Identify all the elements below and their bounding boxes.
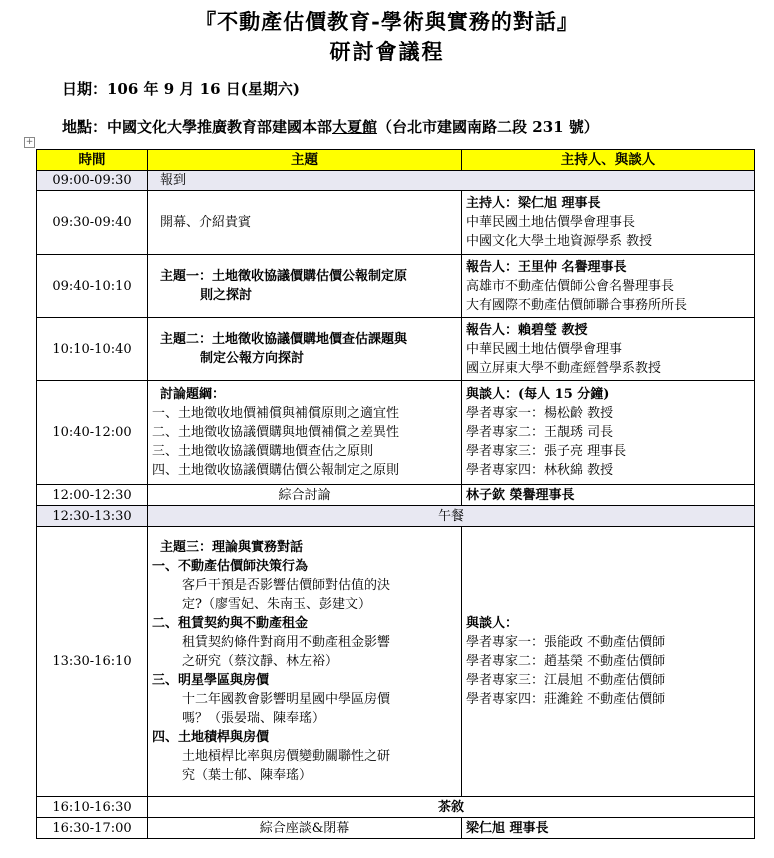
topic-cell: 綜合討論: [148, 485, 462, 506]
topic-cell: 午餐: [148, 506, 755, 527]
topic-cell: 討論題綱： 一、土地徵收地價補償與補償原則之適宜性 二、土地徵收協議價購與地價補償之差異性 三、土地徵收協議價購地價查估之原則 四、土地徵收協議價購估價公報制定之原則: [148, 381, 462, 485]
table-row: [37, 527, 755, 797]
table-row: [37, 506, 755, 527]
time-cell: 09:30-09:40: [37, 191, 148, 255]
time-cell: 09:00-09:30: [37, 171, 148, 191]
header-time: 時間: [37, 150, 148, 171]
topic-cell: 開幕、介紹貴賓: [148, 191, 462, 255]
time-cell: 12:30-13:30: [37, 506, 148, 527]
host-cell: 與談人： 學者專家一：張能政 不動產估價師 學者專家二：趙基榮 不動產估價師 學者專家三：江晨旭 不動產估價師 學者專家四：莊濰銓 不動產估價師: [462, 527, 755, 797]
host-cell: 報告人：王里仲 名譽理事長 高雄市不動產估價師公會名譽理事長 大有國際不動產估價師聯合事務所所長: [462, 255, 755, 318]
host-cell: 報告人：賴碧瑩 教授 中華民國土地估價學會理事 國立屏東大學不動產經營學系教授: [462, 318, 755, 381]
time-cell: 16:10-16:30: [37, 797, 148, 818]
table-row: [37, 381, 755, 485]
agenda-subtitle: 研討會議程: [329, 39, 445, 64]
agenda-title: 『不動產估價教育-學術與實務的對話』: [195, 9, 579, 34]
host-cell: 與談人：(每人 15 分鐘) 學者專家一：楊松齡 教授 學者專家二：王靚琇 司長 學者專家三：張子亮 理事長 學者專家四：林秋綿 教授: [462, 381, 755, 485]
topic-cell: 主題一：土地徵收協議價購估價公報制定原 則之探討: [148, 255, 462, 318]
table-row: [37, 485, 755, 506]
topic-cell: 綜合座談&閉幕: [148, 818, 462, 839]
time-cell: 10:10-10:40: [37, 318, 148, 381]
place-suffix: （台北市建國南路二段 231 號）: [377, 118, 599, 136]
table-row: [37, 818, 755, 839]
event-place: [62, 116, 599, 137]
topic-cell: 報到: [148, 171, 755, 191]
topic-cell: 茶敘: [148, 797, 755, 818]
time-cell: 16:30-17:00: [37, 818, 148, 839]
host-cell: 主持人：梁仁旭 理事長 中華民國土地估價學會理事長 中國文化大學土地資源學系 教授: [462, 191, 755, 255]
place-hall: 大夏館: [332, 118, 378, 136]
header-host: 主持人、與談人: [462, 150, 755, 171]
host-cell: 林子欽 榮譽理事長: [462, 485, 755, 506]
event-date: 日期：106 年 9 月 16 日(星期六): [62, 80, 300, 98]
time-cell: 10:40-12:00: [37, 381, 148, 485]
host-cell: 梁仁旭 理事長: [462, 818, 755, 839]
time-cell: 13:30-16:10: [37, 527, 148, 797]
place-prefix: 地點：中國文化大學推廣教育部建國本部: [62, 118, 333, 136]
topic-cell: 主題二：土地徵收協議價購地價查估課題與 制定公報方向探討: [148, 318, 462, 381]
header-topic: 主題: [148, 150, 462, 171]
agenda-table: [36, 149, 755, 839]
table-header-row: [37, 150, 755, 171]
table-row: [37, 255, 755, 318]
table-row: [37, 191, 755, 255]
table-row: [37, 171, 755, 191]
table-row: [37, 797, 755, 818]
time-cell: 12:00-12:30: [37, 485, 148, 506]
table-move-handle-icon[interactable]: +: [25, 137, 34, 147]
time-cell: 09:40-10:10: [37, 255, 148, 318]
topic-cell: 主題三：理論與實務對話 一、不動產估價師決策行為 客戶干預是否影響估價師對估值的決 定?（廖雪妃、朱南玉、彭建文） 二、租賃契約與不動產租金 租賃契約條件對商用不動產租金影響 之研究（蔡汶靜、林左裕） 三、明星學區與房價 十二年國教會影響明星國中學區房價 嗎？（張晏瑞、陳奉瑤） 四、土地積桿與房價 土地槓桿比率與房價變動關聯性之研 究（葉士郁、陳奉瑤）: [148, 527, 462, 797]
table-row: [37, 318, 755, 381]
